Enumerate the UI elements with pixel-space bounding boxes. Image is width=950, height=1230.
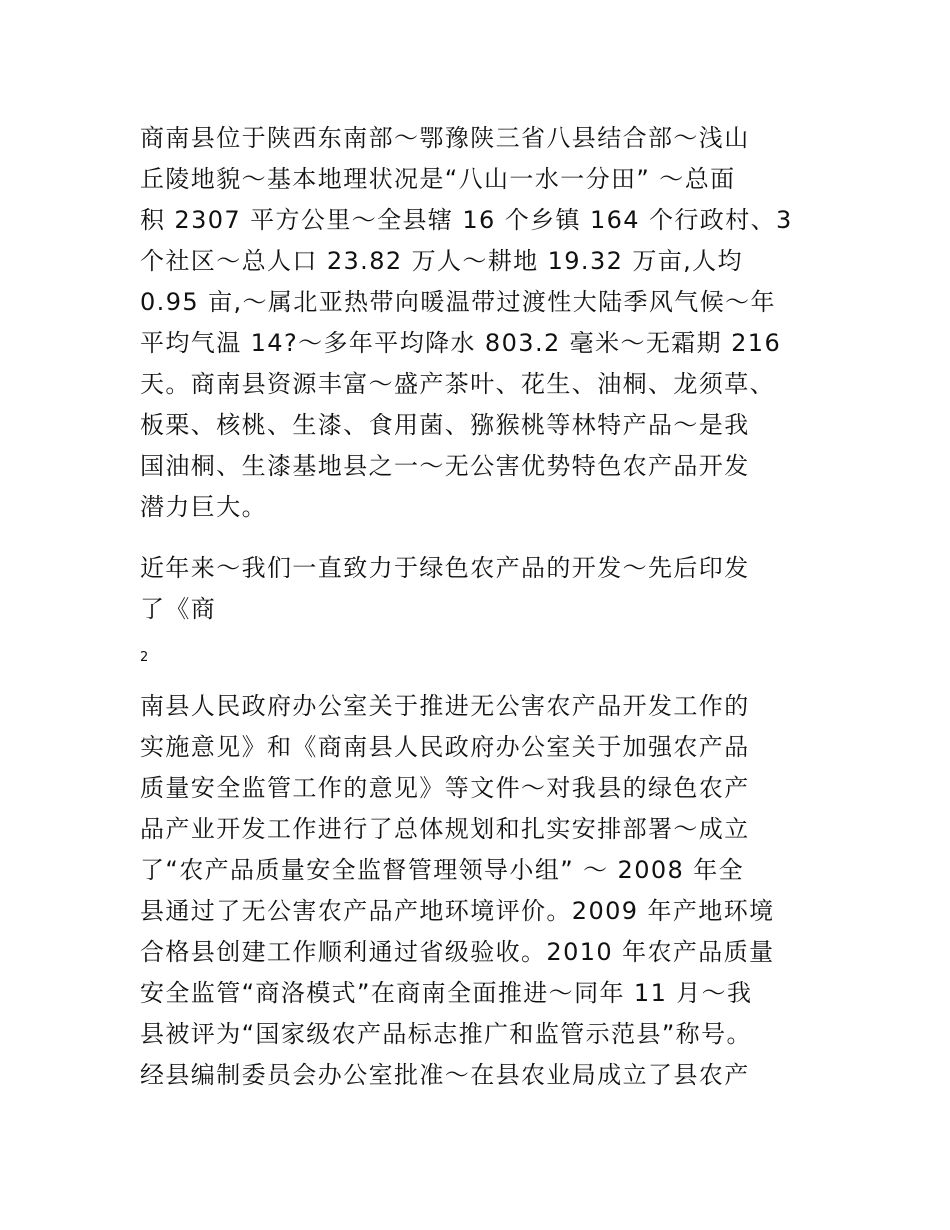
text-line: 品产业开发工作进行了总体规划和扎实安排部署～成立 xyxy=(140,815,750,843)
text-line: 商南县位于陕西东南部～鄂豫陕三省八县结合部～浅山 xyxy=(140,124,750,152)
text-line: 了《商 xyxy=(140,595,217,623)
paragraph-recent-years xyxy=(140,548,812,630)
text-line: 潜力巨大。 xyxy=(140,493,267,521)
text-line: 丘陵地貌～基本地理状况是“八山一水一分田” ～总面 xyxy=(140,165,736,193)
text-line: 国油桐、生漆基地县之一～无公害优势特色农产品开发 xyxy=(140,452,750,480)
text-line: 了“农产品质量安全监督管理领导小组” ～ 2008 年全 xyxy=(140,856,745,884)
text-line: 近年来～我们一直致力于绿色农产品的开发～先后印发 xyxy=(140,554,750,582)
text-line: 板栗、核桃、生漆、食用菌、猕猴桃等林特产品～是我 xyxy=(140,411,750,439)
text-line: 县被评为“国家级农产品标志推广和监管示范县”称号。 xyxy=(140,1020,752,1048)
text-line: 合格县创建工作顺利通过省级验收。2010 年农产品质量 xyxy=(140,938,775,966)
text-line: 县通过了无公害农产品产地环境评价。2009 年产地环境 xyxy=(140,897,775,925)
text-line: 实施意见》和《商南县人民政府办公室关于加强农产品 xyxy=(140,733,750,761)
text-line: 经县编制委员会办公室批准～在县农业局成立了县农产 xyxy=(140,1061,750,1089)
text-line: 个社区～总人口 23.82 万人～耕地 19.32 万亩,人均 xyxy=(140,247,743,275)
paragraph-continuation xyxy=(140,686,812,1096)
text-line: 南县人民政府办公室关于推进无公害农产品开发工作的 xyxy=(140,692,750,720)
text-line: 安全监管“商洛模式”在商南全面推进～同年 11 月～我 xyxy=(140,979,753,1007)
text-line: 0.95 亩,～属北亚热带向暖温带过渡性大陆季风气候～年 xyxy=(140,288,776,316)
text-line: 积 2307 平方公里～全县辖 16 个乡镇 164 个行政村、3 xyxy=(140,206,793,234)
page-number: 2 xyxy=(140,650,149,665)
document-page xyxy=(140,118,812,1096)
text-line: 质量安全监管工作的意见》等文件～对我县的绿色农产 xyxy=(140,774,750,802)
text-line: 平均气温 14?～多年平均降水 803.2 毫米～无霜期 216 xyxy=(140,329,782,357)
paragraph-geography xyxy=(140,118,812,528)
text-line: 天。商南县资源丰富～盛产茶叶、花生、油桐、龙须草、 xyxy=(140,370,775,398)
